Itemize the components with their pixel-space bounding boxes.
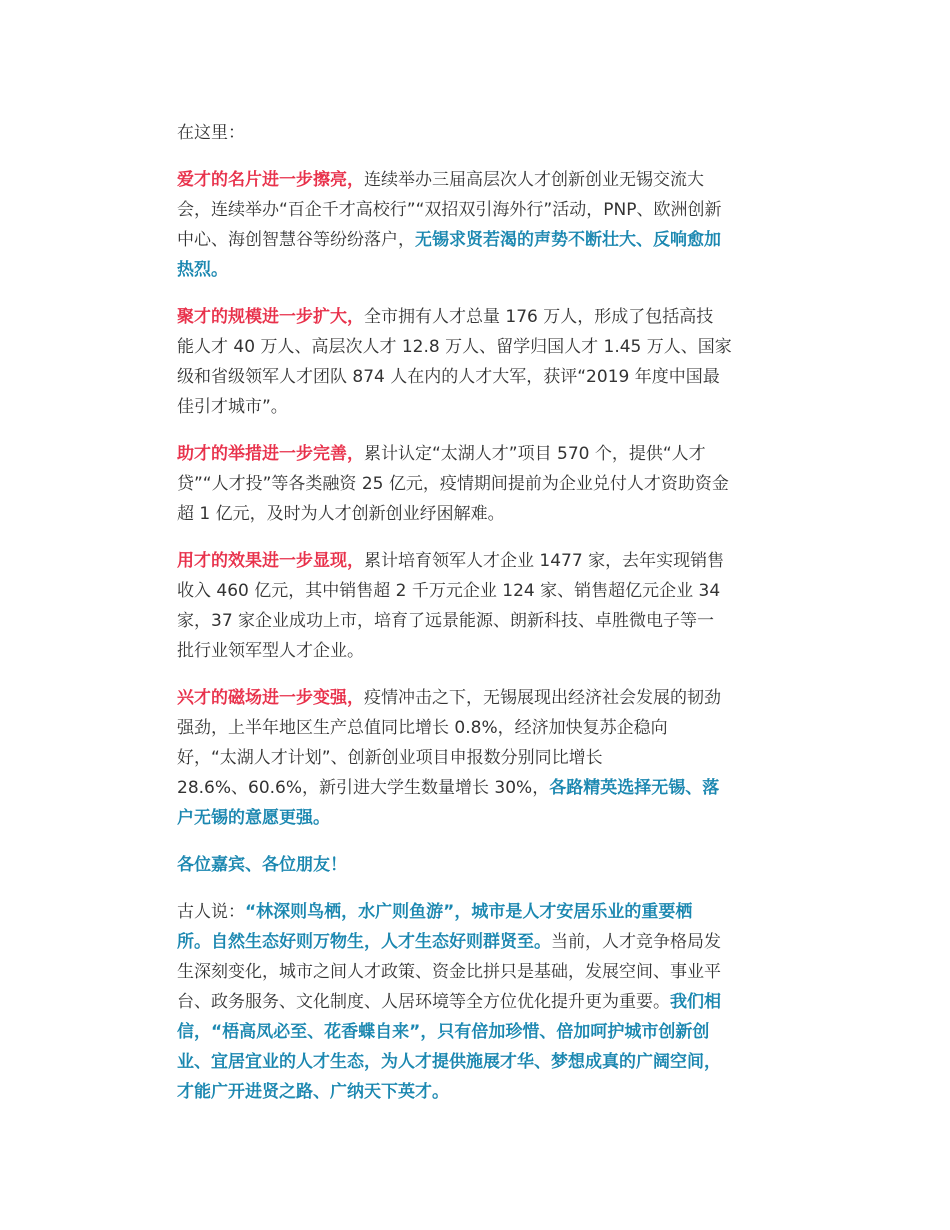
paragraph-text: 全市拥有人才总量 176 万人，形成了包括高技 [364,307,714,327]
paragraph-text: 连续举办三届高层次人才创新创业无锡交流大 [364,170,704,190]
closing-quote: “林深则鸟栖，水广则鱼游”，城市是人才安居乐业的重要栖 [245,902,693,922]
closing-emphasis: 我们相 [670,992,721,1012]
closing-emphasis: 信，“梧高凤必至、花香蝶自来”，只有倍加珍惜、倍加呵护城市创新创 [177,1022,710,1042]
paragraph-text: 级和省级领军人才团队 874 人在内的人才大军，获评“2019 年度中国最 [177,367,720,387]
paragraph-text: 家，37 家企业成功上市，培育了远景能源、朗新科技、卓胜微电子等一 [177,611,715,631]
intro-text: 在这里： [177,123,245,143]
paragraph-love-talent [177,165,777,285]
closing-text: 当前，人才竞争格局发 [551,932,721,952]
paragraph-text: 能人才 40 万人、高层次人才 12.8 万人、留学归国人才 1.45 万人、国家 [177,337,732,357]
paragraph-text: 28.6%、60.6%，新引进大学生数量增长 30%， [177,778,550,798]
paragraph-heading: 爱才的名片进一步擦亮， [177,170,364,190]
paragraph-text: 超 1 亿元，及时为人才创新创业纾困解难。 [177,504,505,524]
closing-text: 台、政务服务、文化制度、人居环境等全方位优化提升更为重要。 [177,992,670,1012]
paragraph-text: 累计认定“太湖人才”项目 570 个，提供“人才 [364,444,706,464]
paragraph-support-talent [177,439,777,529]
paragraph-gather-talent [177,302,777,422]
paragraph-text: 批行业领军型人才企业。 [177,641,364,661]
paragraph-heading: 兴才的磁场进一步变强， [177,688,364,708]
paragraph-heading: 用才的效果进一步显现， [177,551,364,571]
paragraph-text: 好，“太湖人才计划”、创新创业项目申报数分别同比增长 [177,748,603,768]
closing-emphasis: 才能广开进贤之路、广纳天下英才。 [177,1082,449,1102]
paragraph-text: 疫情冲击之下，无锡展现出经济社会发展的韧劲 [364,688,721,708]
paragraph-highlight: 热烈。 [177,260,228,280]
paragraph-text: 累计培育领军人才企业 1477 家，去年实现销售 [364,551,725,571]
paragraph-use-talent [177,546,777,666]
closing-emphasis: 业、宜居宜业的人才生态，为人才提供施展才华、梦想成真的广阔空间， [177,1052,721,1072]
paragraph-highlight: 户无锡的意愿更强。 [177,808,330,828]
paragraph-highlight: 无锡求贤若渴的声势不断壮大、反响愈加 [415,230,721,250]
paragraph-text: 会，连续举办“百企千才高校行”“双招双引海外行”活动，PNP、欧洲创新 [177,200,722,220]
greeting-text: 各位嘉宾、各位朋友！ [177,855,347,875]
paragraph-text: 佳引才城市”。 [177,397,288,417]
paragraph-text: 强劲，上半年地区生产总值同比增长 0.8%，经济加快复苏企稳向 [177,718,668,738]
paragraph-prosper-talent [177,683,777,833]
paragraph-text: 中心、海创智慧谷等纷纷落户， [177,230,415,250]
closing-text: 生深刻变化，城市之间人才政策、资金比拼只是基础，发展空间、事业平 [177,962,721,982]
paragraph-heading: 聚才的规模进一步扩大， [177,307,364,327]
document-page [177,118,777,1124]
paragraph-text: 贷”“人才投”等各类融资 25 亿元，疫情期间提前为企业兑付人才资助资金 [177,474,729,494]
paragraph-text: 收入 460 亿元，其中销售超 2 千万元企业 124 家、销售超亿元企业 34 [177,581,721,601]
paragraph-heading: 助才的举措进一步完善， [177,444,364,464]
closing-prefix: 古人说： [177,902,245,922]
closing-quote: 所。自然生态好则万物生，人才生态好则群贤至。 [177,932,551,952]
paragraph-highlight: 各路精英选择无锡、落 [549,778,720,798]
closing-paragraph [177,897,777,1107]
